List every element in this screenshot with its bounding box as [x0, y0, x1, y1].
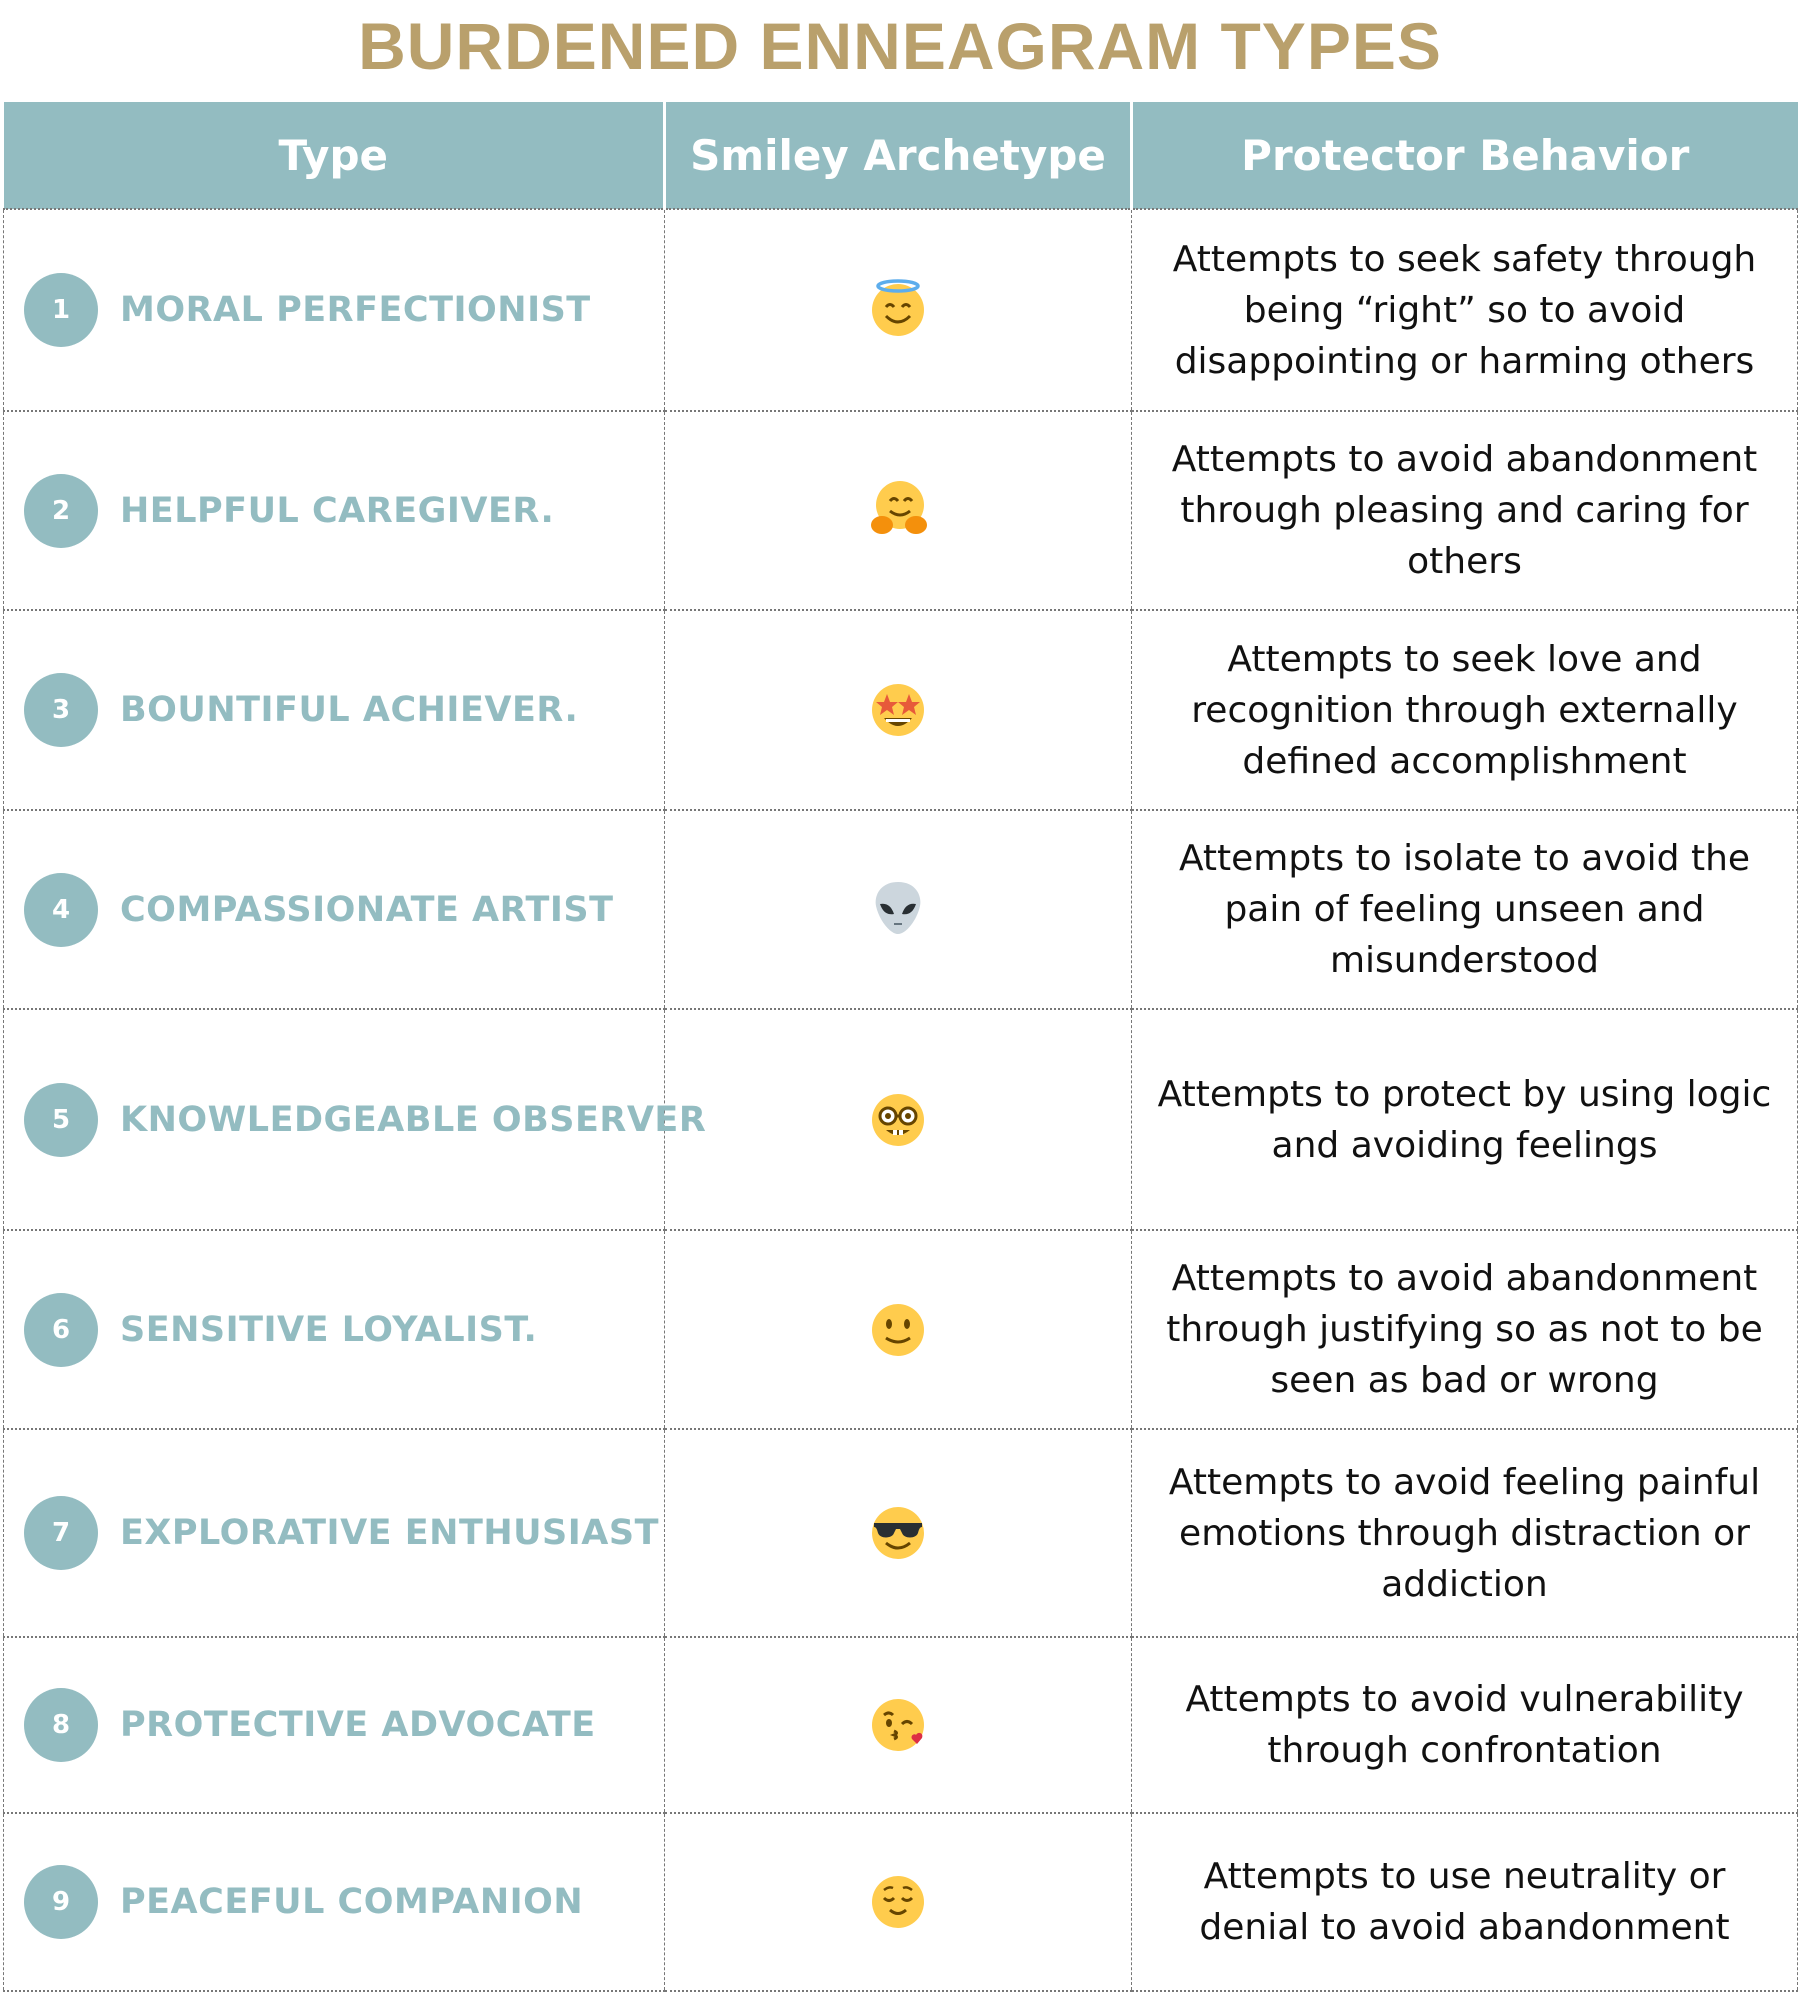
- type-cell: [4, 1009, 707, 1230]
- smiling-face-with-halo-icon: [866, 276, 930, 340]
- star-struck-icon: [866, 676, 930, 740]
- alien-icon: [866, 876, 930, 940]
- enneagram-table: [3, 102, 1798, 1992]
- sunglasses-face-icon: [866, 1499, 930, 1563]
- type-wrap: [24, 673, 663, 747]
- smiley-cell: [665, 810, 1132, 1009]
- type-name: HELPFUL CAREGIVER.: [120, 490, 555, 531]
- protector-behavior: Attempts to protect by using logic and avoiding feelings: [1132, 1009, 1798, 1230]
- type-cell: [4, 1230, 665, 1429]
- smiley-cell: [665, 1813, 1132, 1991]
- type-wrap: [24, 1293, 663, 1367]
- type-cell: [4, 810, 665, 1009]
- table-row: [4, 1637, 1798, 1813]
- type-number-badge: 7: [24, 1496, 98, 1570]
- type-wrap: [24, 474, 663, 548]
- slightly-smiling-face-icon: [866, 1296, 930, 1360]
- type-cell: [4, 1429, 665, 1637]
- protector-behavior: Attempts to seek love and recognition through externally defined accomplishment: [1132, 610, 1798, 810]
- type-number-badge: 5: [24, 1083, 98, 1157]
- type-name: COMPASSIONATE ARTIST: [120, 889, 614, 930]
- table-row: [4, 1429, 1798, 1637]
- table-row: [4, 810, 1798, 1009]
- type-name: PEACEFUL COMPANION: [120, 1882, 584, 1922]
- protector-behavior: Attempts to use neutrality or denial to avoid abandonment: [1132, 1813, 1798, 1991]
- smiley-cell: [665, 1230, 1132, 1429]
- table-row: [4, 1009, 1798, 1230]
- type-name: SENSITIVE LOYALIST.: [120, 1309, 538, 1350]
- smiley-cell: [665, 1637, 1132, 1813]
- table-row: [4, 209, 1798, 411]
- type-cell: [4, 411, 665, 610]
- table-row: [4, 610, 1798, 810]
- protector-behavior: Attempts to isolate to avoid the pain of feeling unseen and misunderstood: [1132, 810, 1798, 1009]
- type-number-badge: 2: [24, 474, 98, 548]
- protector-behavior: Attempts to avoid abandonment through justifying so as not to be seen as bad or wrong: [1132, 1230, 1798, 1429]
- protector-behavior: Attempts to avoid feeling painful emotions through distraction or addiction: [1132, 1429, 1798, 1637]
- type-cell: [4, 1637, 665, 1813]
- type-name: BOUNTIFUL ACHIEVER.: [120, 690, 579, 730]
- type-name: PROTECTIVE ADVOCATE: [120, 1705, 596, 1745]
- relieved-face-icon: [866, 1868, 930, 1932]
- type-wrap: [24, 1865, 663, 1939]
- table-row: [4, 411, 1798, 610]
- smiley-cell: [665, 610, 1132, 810]
- header-smiley-archetype: Smiley Archetype: [665, 102, 1132, 209]
- type-cell: [4, 610, 665, 810]
- type-wrap: [24, 1496, 663, 1570]
- protector-behavior: Attempts to seek safety through being “right” so to avoid disappointing or harming others: [1132, 209, 1798, 411]
- header-type: Type: [4, 102, 665, 209]
- table-header-row: [4, 102, 1798, 209]
- type-name: MORAL PERFECTIONIST: [120, 290, 591, 330]
- type-wrap: [24, 873, 663, 947]
- header-protector-behavior: Protector Behavior: [1132, 102, 1798, 209]
- protector-behavior: Attempts to avoid vulnerability through confrontation: [1132, 1637, 1798, 1813]
- table-row: [4, 1230, 1798, 1429]
- smiley-cell: [665, 411, 1132, 610]
- type-name: KNOWLEDGEABLE OBSERVER: [120, 1099, 707, 1140]
- protector-behavior: Attempts to avoid abandonment through pleasing and caring for others: [1132, 411, 1798, 610]
- face-blowing-kiss-icon: [866, 1691, 930, 1755]
- page-title: BURDENED ENNEAGRAM TYPES: [358, 9, 1442, 83]
- type-cell: [4, 1813, 665, 1991]
- type-wrap: [24, 273, 663, 347]
- smiley-cell: [665, 1429, 1132, 1637]
- type-number-badge: 6: [24, 1293, 98, 1367]
- nerd-face-icon: [866, 1086, 930, 1150]
- type-number-badge: 9: [24, 1865, 98, 1939]
- type-number-badge: 4: [24, 873, 98, 947]
- hugging-face-icon: [866, 477, 930, 541]
- smiley-cell: [665, 1009, 1132, 1230]
- table-row: [4, 1813, 1798, 1991]
- type-wrap: [24, 1688, 663, 1762]
- type-name: EXPLORATIVE ENTHUSIAST: [120, 1513, 659, 1553]
- type-cell: [4, 209, 665, 411]
- type-wrap: [24, 1083, 707, 1157]
- smiley-cell: [665, 209, 1132, 411]
- type-number-badge: 8: [24, 1688, 98, 1762]
- type-number-badge: 3: [24, 673, 98, 747]
- type-number-badge: 1: [24, 273, 98, 347]
